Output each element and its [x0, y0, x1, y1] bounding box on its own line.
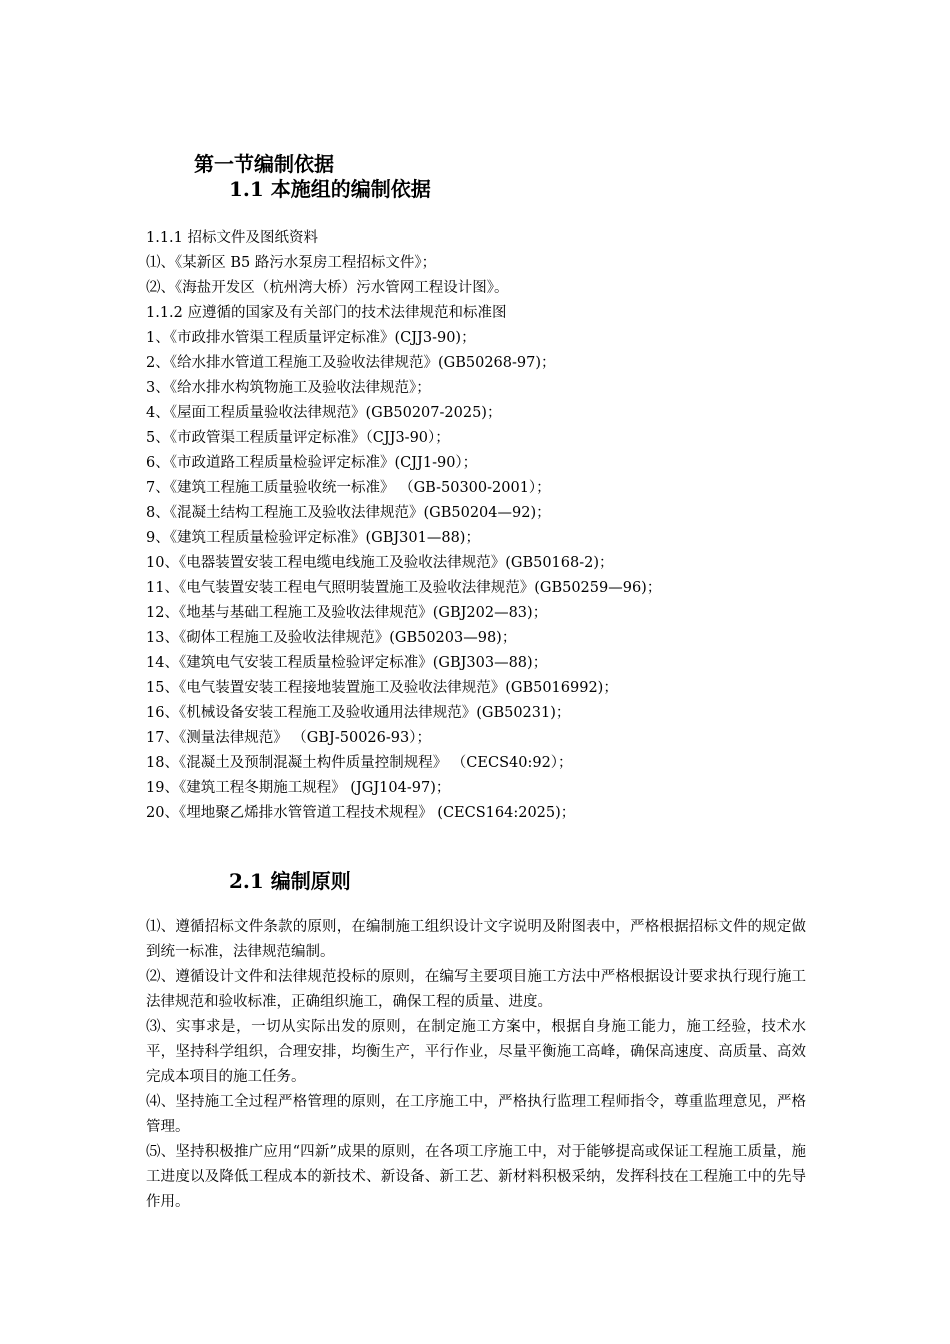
list-item: 14、《建筑电气安装工程质量检验评定标准》(GBJ303—88)； [146, 655, 548, 671]
basis-list [146, 226, 826, 826]
list-item: 1.1.2 应遵循的国家及有关部门的技术法律规范和标准图 [146, 305, 507, 321]
list-item: 10、《电器装置安装工程电缆电线施工及验收法律规范》(GB50168-2)； [146, 555, 614, 571]
list-item: 4、《屋面工程质量验收法律规范》(GB50207-2025)； [146, 405, 502, 421]
list-item: 12、《地基与基础工程施工及验收法律规范》(GBJ202—83)； [146, 605, 548, 621]
list-item: 18、《混凝土及预制混凝土构件质量控制规程》 （CECS40:92）； [146, 755, 573, 771]
list-item: 6、《市政道路工程质量检验评定标准》(CJJ1-90）； [146, 455, 478, 471]
list-item: 16、《机械设备安装工程施工及验收通用法律规范》(GB50231)； [146, 705, 571, 721]
principle-paragraph: ⑴、遵循招标文件条款的原则，在编制施工组织设计文字说明及附图表中，严格根据招标文件的规定做到统一标准，法律规范编制。 [146, 919, 806, 960]
list-item: 8、《混凝土结构工程施工及验收法律规范》(GB50204—92)； [146, 505, 551, 521]
list-item: 1、《市政排水管渠工程质量评定标准》(CJJ3-90)； [146, 330, 476, 346]
principle-paragraph: ⑶、实事求是，一切从实际出发的原则，在制定施工方案中，根据自身施工能力，施工经验，技术水平，坚持科学组织，合理安排，均衡生产，平行作业，尽量平衡施工高峰，确保高速度、高质量、高效完成本项目的施工任务。 [146, 1019, 806, 1085]
list-item: 19、《建筑工程冬期施工规程》 (JGJ104-97)； [146, 780, 451, 796]
subsection-title-basis: 1.1 本施组的编制依据 [229, 177, 431, 201]
list-item: 15、《电气装置安装工程接地装置施工及验收法律规范》(GB5016992)； [146, 680, 618, 696]
principle-paragraph: ⑸、坚持积极推广应用“四新”成果的原则，在各项工序施工中，对于能够提高或保证工程施工质量，施工进度以及降低工程成本的新技术、新设备、新工艺、新材料积极采纳，发挥科技在工程施工中的先导作用。 [146, 1144, 806, 1210]
section-title: 第一节编制依据 [194, 152, 334, 176]
principles-list [146, 915, 806, 1215]
list-item: ⑵、《海盐开发区（杭州湾大桥）污水管网工程设计图》。 [146, 280, 509, 296]
list-item: 13、《砌体工程施工及验收法律规范》(GB50203—98)； [146, 630, 517, 646]
list-item: ⑴、《某新区 B5 路污水泵房工程招标文件》； [146, 255, 437, 271]
list-item: 20、《埋地聚乙烯排水管管道工程技术规程》 (CECS164:2025)； [146, 805, 576, 821]
principle-paragraph: ⑷、坚持施工全过程严格管理的原则，在工序施工中，严格执行监理工程师指令，尊重监理意见，严格管理。 [146, 1094, 806, 1135]
list-item: 3、《给水排水构筑物施工及验收法律规范》； [146, 380, 431, 396]
list-item: 7、《建筑工程施工质量验收统一标准》 （GB-50300-2001）； [146, 480, 551, 496]
list-item: 2、《给水排水管道工程施工及验收法律规范》(GB50268-97)； [146, 355, 556, 371]
list-item: 9、《建筑工程质量检验评定标准》(GBJ301—88)； [146, 530, 480, 546]
list-item: 11、《电气装置安装工程电气照明装置施工及验收法律规范》(GB50259—96)； [146, 580, 662, 596]
list-item: 5、《市政管渠工程质量评定标准》（CJJ3-90）； [146, 430, 450, 446]
subsection-title-principles: 2.1 编制原则 [229, 869, 351, 893]
list-item: 1.1.1 招标文件及图纸资料 [146, 230, 319, 246]
list-item: 17、《测量法律规范》 （GBJ-50026-93）； [146, 730, 431, 746]
principle-paragraph: ⑵、遵循设计文件和法律规范投标的原则，在编写主要项目施工方法中严格根据设计要求执行现行施工法律规范和验收标准，正确组织施工，确保工程的质量、进度。 [146, 969, 806, 1010]
